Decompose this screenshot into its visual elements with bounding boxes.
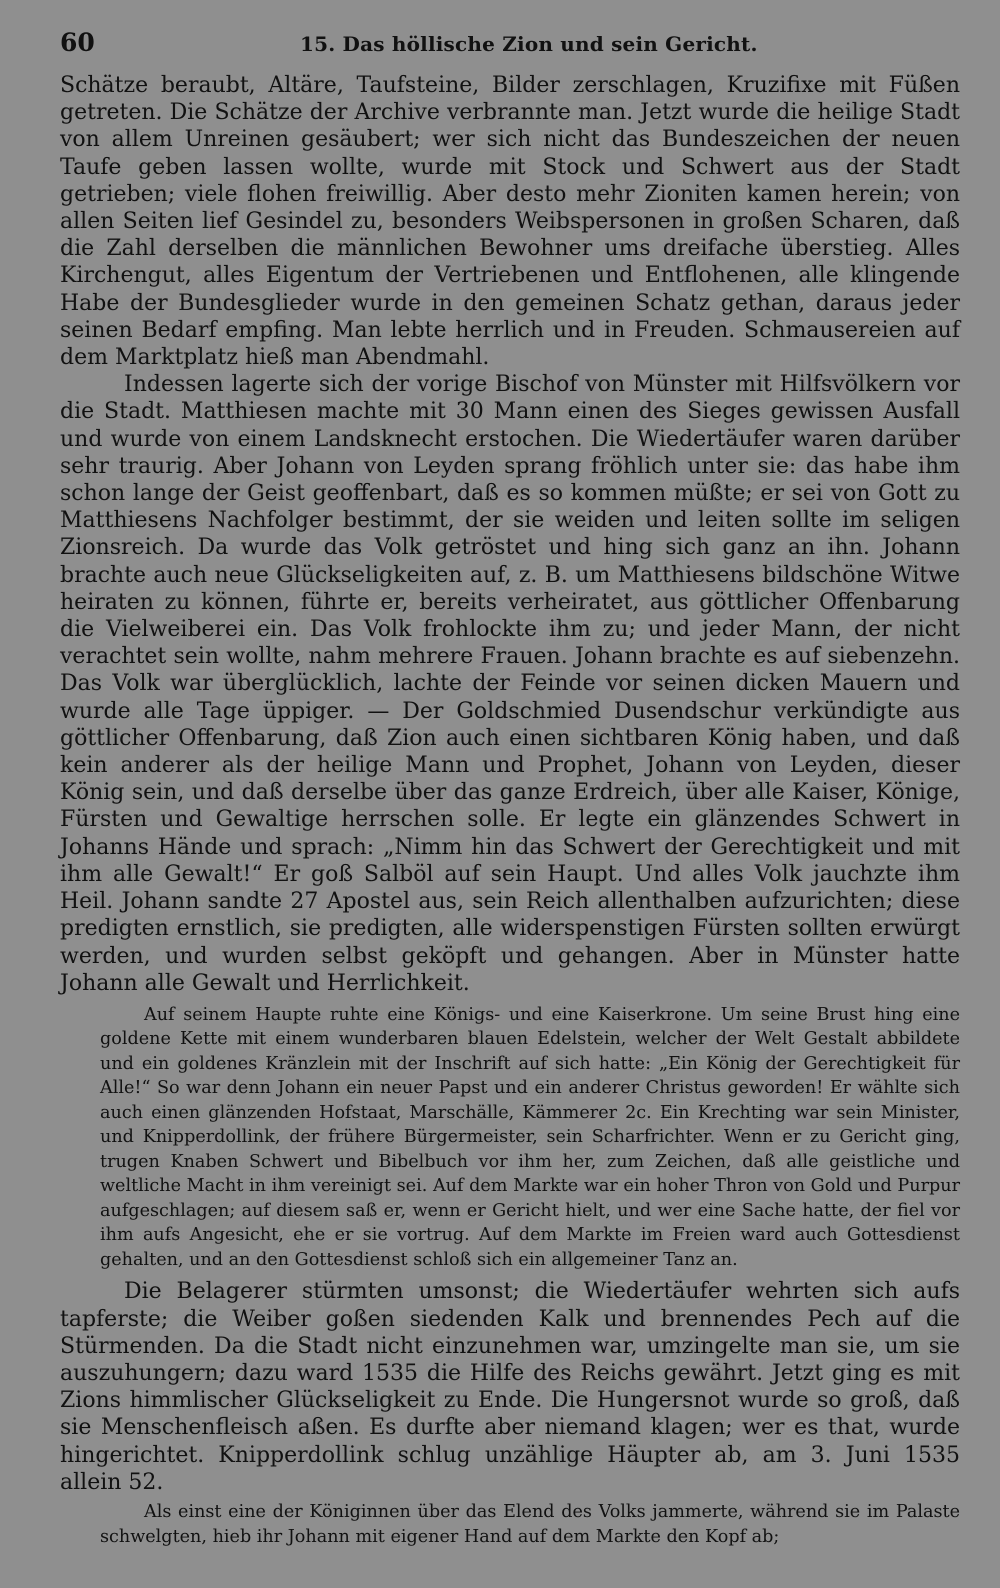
book-page — [60, 28, 960, 1549]
page-header — [60, 28, 960, 72]
paragraph-3: Die Belagerer stürmten umsonst; die Wiedertäufer wehrten sich aufs tapferste; die Weiber goßen siedenden Kalk und brennendes Pech auf die Stürmenden. Da die Stadt nicht einzunehmen war, umzingelte man sie, um sie auszuhungern; dazu ward 1535 die Hilfe des Reichs gewährt. Jetzt ging es mit Zions himmlischer Glückseligkeit zu Ende. Die Hungersnot wurde so groß, daß sie Menschenfleisch aßen. Es durfte aber niemand klagen; wer es that, wurde hingerichtet. Knipperdollink schlug unzählige Häupter ab, am 3. Juni 1535 allein 52. — [60, 1279, 960, 1495]
small-print-paragraph-1: Auf seinem Haupte ruhte eine Königs- und eine Kaiserkrone. Um seine Brust hing eine goldene Kette mit einem wunderbaren blauen Edelstein, welcher der Welt Gestalt abbildete und ein goldenes Kränzlein mit der Inschrift auf sich hatte: „Ein König der Gerechtigkeit für Alle!“ So war denn Johann ein neuer Papst und ein anderer Christus geworden! Er wählte sich auch einen glänzenden Hofstaat, Marschälle, Kämmerer 2c. Ein Krechting war sein Minister, und Knipperdollink, der frühere Bürgermeister, sein Scharfrichter. Wenn er zu Gericht ging, trugen Knaben Schwert und Bibelbuch vor ihm her, zum Zeichen, daß alle geistliche und weltliche Macht in ihm vereinigt sei. Auf dem Markte war ein hoher Thron von Gold und Purpur aufgeschlagen; auf diesem saß er, wenn er Gericht hielt, und wer eine Sache hatte, der fiel vor ihm aufs Angesicht, ehe er sie vortrug. Auf dem Markte im Freien ward auch Gottesdienst gehalten, und an den Gottesdienst schloß sich ein allgemeiner Tanz an. — [100, 1004, 960, 1270]
running-title: 15. Das höllische Zion und sein Gericht. — [300, 32, 758, 56]
small-print-paragraph-2: Als einst eine der Königinnen über das Elend des Volks jammerte, während sie im Palaste schwelgten, hieb ihr Johann mit eigener Hand auf dem Markte den Kopf ab; — [100, 1502, 960, 1547]
paragraph-2: Indessen lagerte sich der vorige Bischof von Münster mit Hilfsvölkern vor die Stadt. Matthiesen machte mit 30 Mann einen des Sieges gewissen Ausfall und wurde von einem Landsknecht erstochen. Die Wiedertäufer waren darüber sehr traurig. Aber Johann von Leyden sprang fröhlich unter sie: das habe ihm schon lange der Geist geoffenbart, daß es so kommen müßte; er sei von Gott zu Matthiesens Nachfolger bestimmt, der sie weiden und leiten sollte im seligen Zionsreich. Da wurde das Volk getröstet und hing sich ganz an ihn. Johann brachte auch neue Glückseligkeiten auf, z. B. um Matthiesens bildschöne Witwe heiraten zu können, führte er, bereits verheiratet, aus göttlicher Offenbarung die Vielweiberei ein. Das Volk frohlockte ihm zu; und jeder Mann, der nicht verachtet sein wollte, nahm mehrere Frauen. Johann brachte es auf siebenzehn. Das Volk war überglücklich, lachte der Feinde vor seinen dicken Mauern und wurde alle Tage üppiger. — Der Goldschmied Dusendschur verkündigte aus göttlicher Offenbarung, daß Zion auch einen sichtbaren König haben, und daß kein anderer als der heilige Mann und Prophet, Johann von Leyden, dieser König sein, und daß derselbe über das ganze Erdreich, über alle Kaiser, Könige, Fürsten und Gewaltige herrschen solle. Er legte ein glänzendes Schwert in Johanns Hände und sprach: „Nimm hin das Schwert der Gerechtigkeit und mit ihm alle Gewalt!“ Er goß Salböl auf sein Haupt. Und alles Volk jauchzte ihm Heil. Johann sandte 27 Apostel aus, sein Reich allenthalben aufzurichten; diese predigten ernstlich, sie predigten, alle widerspenstigen Fürsten sollten erwürgt werden, und wurden selbst geköpft und gehangen. Aber in Münster hatte Johann alle Gewalt und Herrlichkeit. — [60, 372, 960, 996]
page-number: 60 — [60, 28, 95, 57]
paragraph-1: Schätze beraubt, Altäre, Taufsteine, Bilder zerschlagen, Kruzifixe mit Füßen getreten. Die Schätze der Archive verbrannte man. Jetzt wurde die heilige Stadt von allem Unreinen gesäubert; wer sich nicht das Bundeszeichen der neuen Taufe geben lassen wollte, wurde mit Stock und Schwert aus der Stadt getrieben; viele flohen freiwillig. Aber desto mehr Zioniten kamen herein; von allen Seiten lief Gesindel zu, besonders Weibspersonen in großen Scharen, daß die Zahl derselben die männlichen Bewohner ums dreifache überstieg. Alles Kirchengut, alles Eigentum der Vertriebenen und Entflohenen, alle klingende Habe der Bundesglieder wurde in den gemeinen Schatz gethan, daraus jeder seinen Bedarf empfing. Man lebte herrlich und in Freuden. Schmausereien auf dem Marktplatz hieß man Abendmahl. — [60, 73, 960, 371]
